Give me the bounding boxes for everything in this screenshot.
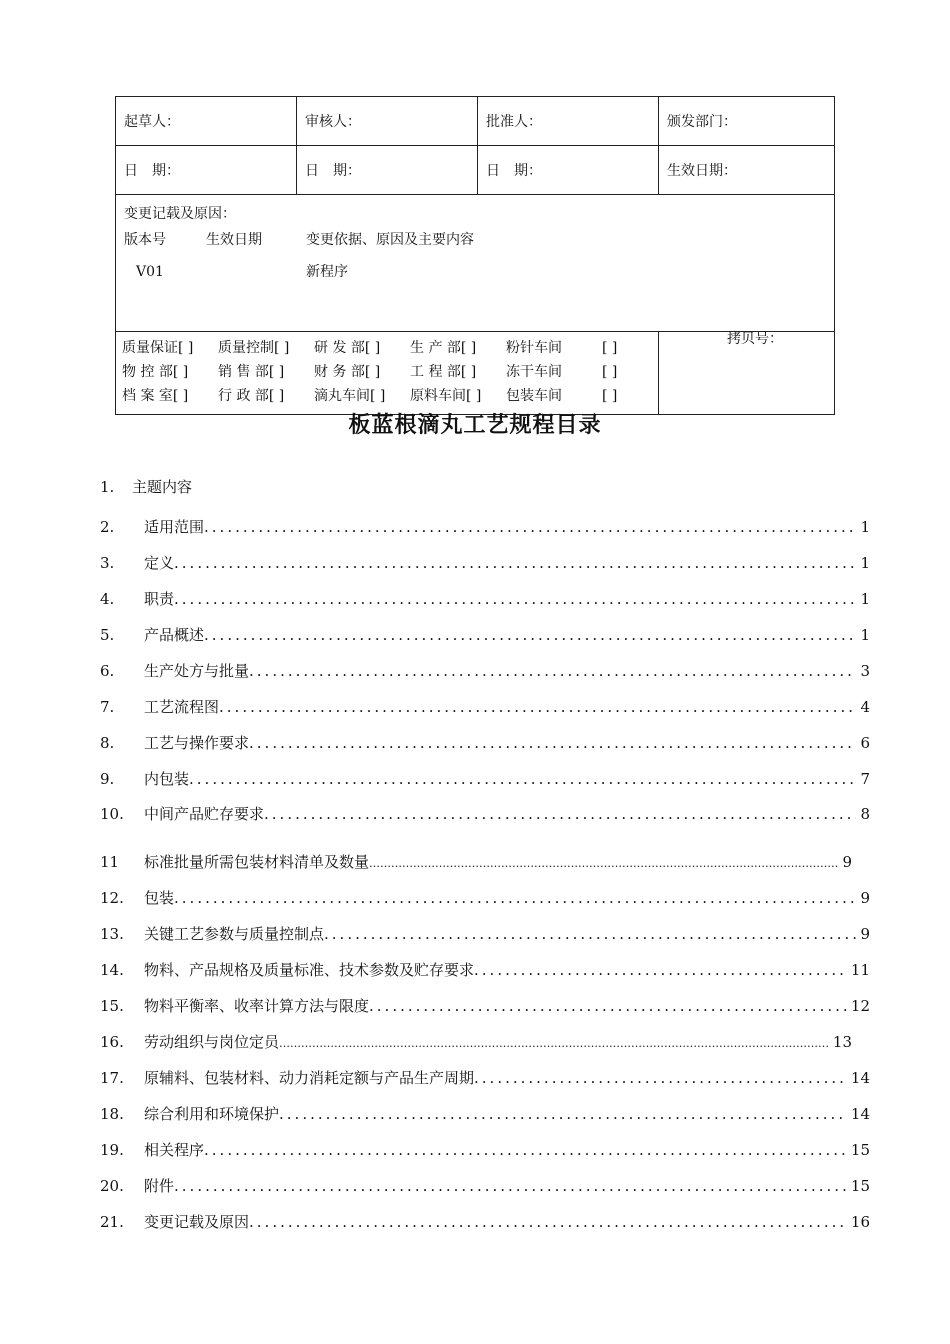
approver-cell: 批准人： bbox=[478, 97, 659, 146]
toc-entry[interactable] bbox=[100, 624, 870, 648]
toc-number: 18. bbox=[100, 1105, 124, 1123]
department-entry: 行 政 部[ ] bbox=[218, 388, 285, 404]
toc-leader-dots bbox=[204, 1141, 847, 1159]
toc-entry[interactable] bbox=[100, 1139, 870, 1163]
toc-entry[interactable] bbox=[100, 959, 870, 983]
department-entry: 滴丸车间[ ] bbox=[314, 388, 386, 404]
department-grid bbox=[122, 336, 652, 408]
toc-label: 附件 bbox=[144, 1177, 175, 1195]
toc-leader-dots bbox=[474, 1069, 847, 1087]
approval-table bbox=[115, 96, 835, 415]
toc-leader-dots bbox=[369, 857, 838, 870]
toc-label: 内包装 bbox=[144, 770, 190, 788]
toc-label: 综合利用和环境保护 bbox=[144, 1105, 280, 1123]
toc-number: 7. bbox=[100, 698, 115, 716]
toc-page-number: 14 bbox=[850, 1105, 870, 1123]
toc-leader-dots bbox=[324, 925, 856, 943]
reviewer-cell: 审核人： bbox=[297, 97, 478, 146]
toc-number: 15. bbox=[100, 997, 124, 1015]
date-cell-1: 日 期： bbox=[116, 146, 297, 195]
change-record-header bbox=[124, 227, 826, 253]
toc-number: 12. bbox=[100, 889, 124, 907]
toc-leader-dots bbox=[279, 1105, 847, 1123]
toc-page-number: 16 bbox=[850, 1213, 870, 1231]
department-entry: 质量保证[ ] bbox=[122, 340, 194, 356]
toc-entry[interactable] bbox=[100, 1211, 870, 1235]
date-cell-3: 日 期： bbox=[478, 146, 659, 195]
toc-number: 9. bbox=[100, 770, 115, 788]
toc-number: 17. bbox=[100, 1069, 124, 1087]
toc-page-number: 9 bbox=[860, 925, 870, 943]
toc-number: 20. bbox=[100, 1177, 124, 1195]
toc-leader-dots bbox=[204, 626, 856, 644]
department-entry: 财 务 部[ ] bbox=[314, 364, 381, 380]
toc-number: 3. bbox=[100, 554, 115, 572]
toc-leader-dots bbox=[219, 698, 856, 716]
toc-leader-dots bbox=[474, 961, 847, 979]
basis-value: 新程序 bbox=[306, 264, 348, 280]
change-record-row bbox=[124, 259, 826, 285]
toc-page-number: 9 bbox=[842, 853, 852, 871]
toc-label: 适用范围 bbox=[144, 518, 205, 536]
toc-leader-dots bbox=[249, 1213, 847, 1231]
toc-label: 劳动组织与岗位定员 bbox=[144, 1033, 280, 1051]
toc-page-number: 1 bbox=[860, 590, 870, 608]
toc-entry[interactable] bbox=[100, 1103, 870, 1127]
toc-page-number: 9 bbox=[860, 889, 870, 907]
department-entry: [ ] bbox=[602, 340, 618, 356]
col-effective-date: 生效日期 bbox=[206, 232, 262, 248]
toc-page-number: 1 bbox=[860, 626, 870, 644]
department-entry: 研 发 部[ ] bbox=[314, 340, 381, 356]
toc-entry[interactable] bbox=[100, 1031, 852, 1055]
toc-entry[interactable] bbox=[100, 887, 870, 911]
toc-leader-dots bbox=[249, 734, 856, 752]
department-entry: 生 产 部[ ] bbox=[410, 340, 477, 356]
department-entry: 工 程 部[ ] bbox=[410, 364, 477, 380]
toc-leader-dots bbox=[204, 518, 856, 536]
toc-number: 11 bbox=[100, 853, 120, 871]
toc-entry[interactable] bbox=[100, 476, 870, 500]
toc-entry[interactable] bbox=[100, 923, 870, 947]
toc-leader-dots bbox=[249, 662, 856, 680]
department-entry: [ ] bbox=[602, 364, 618, 380]
toc-leader-dots bbox=[369, 997, 847, 1015]
toc-label: 物料平衡率、收率计算方法与限度 bbox=[144, 997, 370, 1015]
page-title: 板蓝根滴丸工艺规程目录 bbox=[348, 413, 602, 438]
col-version: 版本号 bbox=[124, 232, 166, 248]
toc-label: 定义 bbox=[144, 554, 175, 572]
drafter-cell: 起草人： bbox=[116, 97, 297, 146]
toc-number: 1. bbox=[100, 478, 115, 496]
toc-page-number: 6 bbox=[860, 734, 870, 752]
toc-number: 21. bbox=[100, 1213, 124, 1231]
department-entry: 冻干车间 bbox=[506, 364, 562, 380]
toc-leader-dots bbox=[279, 1037, 829, 1050]
toc-label: 职责 bbox=[144, 590, 175, 608]
toc-label: 工艺与操作要求 bbox=[144, 734, 250, 752]
toc-entry[interactable] bbox=[100, 552, 870, 576]
col-basis: 变更依据、原因及主要内容 bbox=[306, 232, 474, 248]
toc-entry[interactable] bbox=[100, 516, 870, 540]
toc-leader-dots bbox=[174, 554, 856, 572]
toc-entry[interactable] bbox=[100, 732, 870, 756]
toc-number: 8. bbox=[100, 734, 115, 752]
department-entry: 原料车间[ ] bbox=[410, 388, 482, 404]
toc-label: 中间产品贮存要求 bbox=[144, 805, 265, 823]
toc-label: 物料、产品规格及质量标准、技术参数及贮存要求 bbox=[144, 961, 475, 979]
toc-entry[interactable] bbox=[100, 588, 870, 612]
toc-number: 16. bbox=[100, 1033, 124, 1051]
toc-page-number: 15 bbox=[850, 1177, 870, 1195]
toc-number: 5. bbox=[100, 626, 115, 644]
department-entry: 质量控制[ ] bbox=[218, 340, 290, 356]
toc-leader-dots bbox=[174, 1177, 847, 1195]
toc-number: 19. bbox=[100, 1141, 124, 1159]
copy-number-label: 拷贝号： bbox=[727, 331, 783, 347]
toc-entry[interactable] bbox=[100, 995, 870, 1019]
toc-entry[interactable] bbox=[100, 851, 852, 875]
toc-label: 相关程序 bbox=[144, 1141, 205, 1159]
effective-date-cell: 生效日期： bbox=[659, 146, 835, 195]
toc-page-number: 4 bbox=[860, 698, 870, 716]
department-entry: 包装车间 bbox=[506, 388, 562, 404]
toc-page-number: 15 bbox=[850, 1141, 870, 1159]
toc-number: 14. bbox=[100, 961, 124, 979]
toc-entry[interactable] bbox=[100, 1067, 870, 1091]
toc-label: 产品概述 bbox=[144, 626, 205, 644]
toc-page-number: 8 bbox=[860, 805, 870, 823]
toc-number: 4. bbox=[100, 590, 115, 608]
toc-leader-dots bbox=[174, 889, 856, 907]
toc-label: 生产处方与批量 bbox=[144, 662, 250, 680]
toc-label: 关键工艺参数与质量控制点 bbox=[144, 925, 325, 943]
toc-label: 主题内容 bbox=[132, 478, 193, 496]
version-value: V01 bbox=[136, 264, 164, 280]
department-entry: 物 控 部[ ] bbox=[122, 364, 189, 380]
toc-page-number: 1 bbox=[860, 554, 870, 572]
toc-number: 10. bbox=[100, 805, 124, 823]
toc-page-number: 13 bbox=[832, 1033, 852, 1051]
toc-leader-dots bbox=[189, 770, 856, 788]
toc-page-number: 14 bbox=[850, 1069, 870, 1087]
toc-page-number: 7 bbox=[860, 770, 870, 788]
toc-entry[interactable] bbox=[100, 768, 870, 792]
toc-label: 工艺流程图 bbox=[144, 698, 220, 716]
toc-leader-dots bbox=[264, 805, 856, 823]
toc-entry[interactable] bbox=[100, 1175, 870, 1199]
toc-entry[interactable] bbox=[100, 803, 870, 827]
date-cell-2: 日 期： bbox=[297, 146, 478, 195]
toc-leader-dots bbox=[174, 590, 856, 608]
toc-label: 原辅料、包装材料、动力消耗定额与产品生产周期 bbox=[144, 1069, 475, 1087]
department-entry: [ ] bbox=[602, 388, 618, 404]
toc-entry[interactable] bbox=[100, 660, 870, 684]
toc-page-number: 1 bbox=[860, 518, 870, 536]
toc-label: 标准批量所需包装材料清单及数量 bbox=[144, 853, 370, 871]
toc-number: 13. bbox=[100, 925, 124, 943]
change-record-title: 变更记载及原因： bbox=[124, 206, 236, 222]
issuing-dept-cell: 颁发部门： bbox=[659, 97, 835, 146]
change-record-cell bbox=[116, 195, 835, 332]
toc-label: 包装 bbox=[144, 889, 175, 907]
department-entry: 粉针车间 bbox=[506, 340, 562, 356]
distribution-cell bbox=[116, 332, 659, 415]
toc-entry[interactable] bbox=[100, 696, 870, 720]
toc-number: 2. bbox=[100, 518, 115, 536]
toc-number: 6. bbox=[100, 662, 115, 680]
toc-page-number: 12 bbox=[850, 997, 870, 1015]
department-entry: 档 案 室[ ] bbox=[122, 388, 189, 404]
department-entry: 销 售 部[ ] bbox=[218, 364, 285, 380]
toc-page-number: 3 bbox=[860, 662, 870, 680]
toc-page-number: 11 bbox=[850, 961, 870, 979]
toc-label: 变更记载及原因 bbox=[144, 1213, 250, 1231]
